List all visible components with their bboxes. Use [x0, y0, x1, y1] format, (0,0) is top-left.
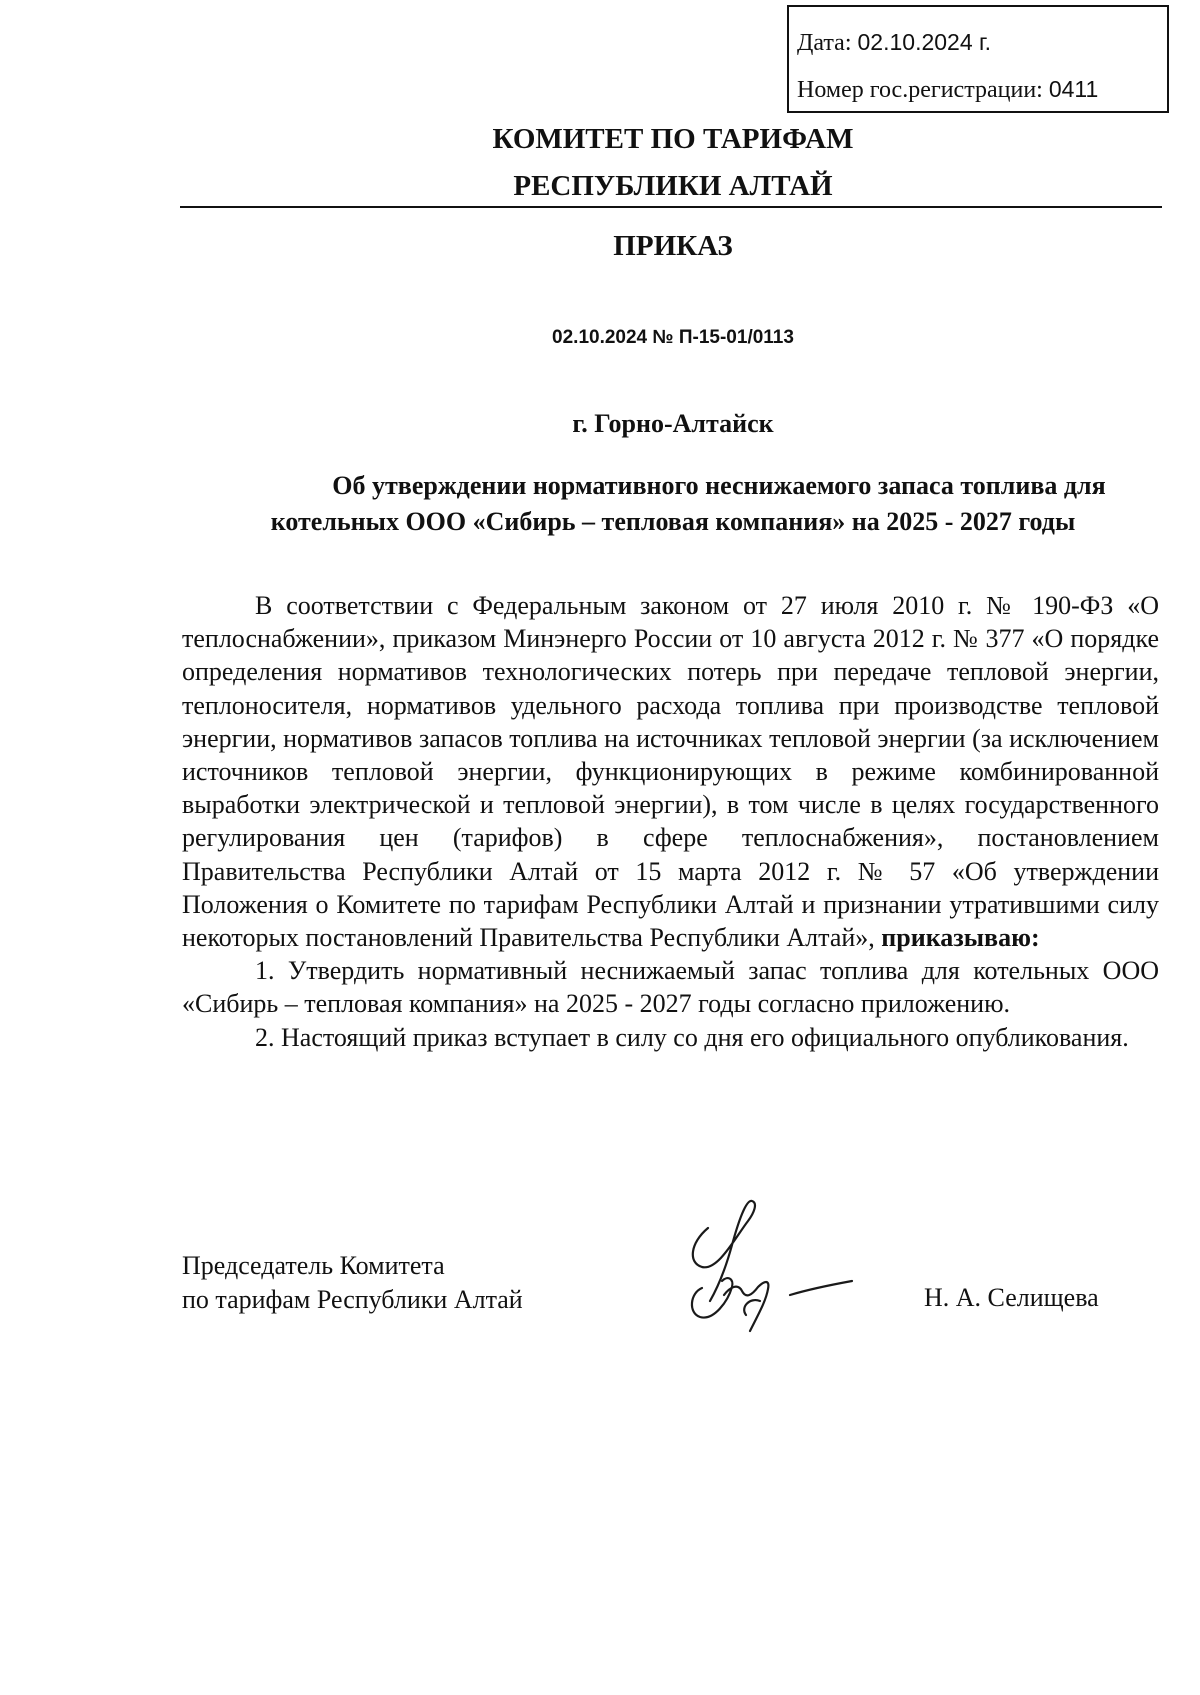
registration-number-value: 0411	[1048, 76, 1099, 102]
order-body	[182, 589, 1159, 1054]
city: г. Горно-Алтайск	[572, 409, 774, 438]
doc-type-title: ПРИКАЗ	[613, 230, 733, 262]
handwritten-signature	[680, 1183, 880, 1343]
order-item-2: 2. Настоящий приказ вступает в силу со дня его официального опубликования.	[255, 1022, 1129, 1052]
registration-number-label: Номер гос.регистрации:	[797, 77, 1043, 103]
registration-box	[787, 5, 1169, 113]
registration-number	[797, 76, 1098, 104]
subject-line1: Об утверждении нормативного неснижаемого запаса топлива для	[332, 471, 1106, 500]
preamble-text: В соответствии с Федеральным законом от 27 июля 2010 г. № 190-ФЗ «О теплоснабжении», приказом Минэнерго России от 10 августа 2012 г. № 377 «О порядке определения нормативов технологических потерь при передаче тепловой энергии, теплоносителя, нормативов удельного расхода топлива при производстве тепловой энергии, нормативов запасов топлива на источниках тепловой энергии (за исключением источников тепловой энергии, функционирующих в режиме комбинированной выработки электрической и тепловой энергии), в том числе в целях государственного регулирования цен (тарифов) в сфере теплоснабжения», постановлением Правительства Республики Алтай от 15 марта 2012 г. № 57 «Об утверждении Положения о Комитете по тарифам Республики Алтай и признании утратившими силу некоторых постановлений Правительства Республики Алтай»,	[182, 591, 1159, 953]
signer-title	[182, 1249, 523, 1317]
registration-date-value: 02.10.2024 г.	[857, 29, 991, 55]
registration-date-label: Дата:	[797, 30, 852, 56]
signer-name: Н. А. Селищева	[924, 1283, 1099, 1312]
header-divider	[180, 206, 1162, 208]
order-word: приказываю:	[881, 923, 1040, 953]
org-name-line1: КОМИТЕТ ПО ТАРИФАМ	[492, 123, 854, 155]
org-name-line2: РЕСПУБЛИКИ АЛТАЙ	[513, 170, 833, 202]
subject-line2: котельных ООО «Сибирь – тепловая компания» на 2025 - 2027 годы	[270, 507, 1076, 536]
preamble-paragraph	[182, 589, 1159, 954]
signer-title-line1: Председатель Комитета	[182, 1251, 445, 1280]
signer-title-line2: по тарифам Республики Алтай	[182, 1285, 523, 1314]
registration-date	[797, 29, 991, 57]
doc-number: 02.10.2024 № П-15-01/0113	[552, 327, 794, 348]
order-item-1: 1. Утвердить нормативный неснижаемый запас топлива для котельных ООО «Сибирь – тепловая компания» на 2025 - 2027 годы согласно приложению.	[182, 956, 1159, 1019]
